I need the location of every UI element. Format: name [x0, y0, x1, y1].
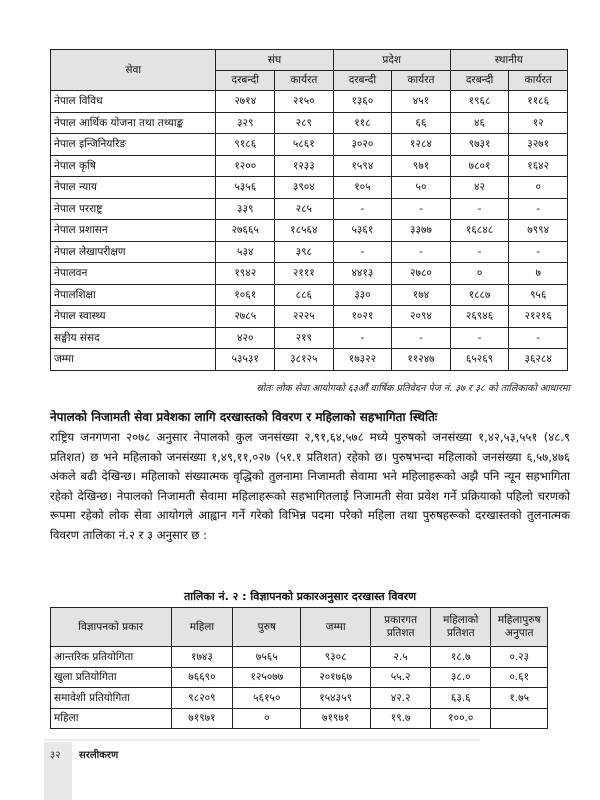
cell-value: ९८२०९	[171, 688, 233, 709]
col-header: जम्मा	[301, 608, 371, 647]
table-row	[51, 688, 548, 709]
cell-value: २७८५	[216, 306, 275, 328]
col-header: प्रकारगत प्रतिशत	[371, 608, 431, 647]
cell-value: ४६	[450, 112, 509, 134]
cell-value: ३३९	[216, 198, 275, 220]
table-row	[51, 91, 568, 113]
cell-value: ४५१	[392, 91, 451, 113]
table-row	[51, 220, 568, 242]
cell-value: -	[333, 241, 392, 263]
cell-value: ४२	[450, 177, 509, 199]
ad-type-name: समावेशी प्रतियोगिता	[51, 688, 172, 709]
cell-value: -	[333, 198, 392, 220]
cell-value: २१५०	[275, 91, 334, 113]
cell-value: १२५०७७	[233, 667, 301, 688]
table2-caption: तालिका नं. २ : विज्ञापनको प्रकारअनुसार दरखास्त विवरण	[183, 590, 417, 603]
service-name: नेपाल स्वास्थ्य	[51, 306, 216, 328]
cell-value: १०२१	[333, 306, 392, 328]
cell-value: -	[509, 198, 568, 220]
cell-value: ७६६९०	[171, 667, 233, 688]
cell-value: १९४२	[216, 263, 275, 285]
cell-value: ९५६	[509, 284, 568, 306]
cell-value: ३२७१	[509, 134, 568, 156]
cell-value: १७४३	[171, 647, 233, 668]
table-row	[51, 284, 568, 306]
cell-value: ४२.२	[371, 688, 431, 709]
cell-value: ७८०१	[450, 155, 509, 177]
cell-value: २.५	[371, 647, 431, 668]
footer-divider	[44, 739, 480, 741]
table-row	[51, 198, 568, 220]
cell-value: १८५६४	[275, 220, 334, 242]
sub-header-working: कार्यरत	[509, 70, 568, 91]
table-row	[51, 708, 548, 729]
cell-value: ४२०	[216, 327, 275, 349]
col-header: महिला	[171, 608, 233, 647]
cell-value: ७५६५	[233, 647, 301, 668]
cell-value: ७१९७१	[301, 708, 371, 729]
col-header-service: सेवा	[51, 50, 216, 91]
cell-value: ०	[509, 177, 568, 199]
col-group-federal: संघ	[216, 50, 333, 71]
table-row	[51, 155, 568, 177]
table-row	[51, 263, 568, 285]
sub-header-sanctioned: दरबन्दी	[333, 70, 392, 91]
table-row	[51, 134, 568, 156]
ad-type-name: खुला प्रतियोगिता	[51, 667, 172, 688]
cell-value: १२३३	[275, 155, 334, 177]
cell-value: १०५	[333, 177, 392, 199]
cell-value: २१२१६	[509, 306, 568, 328]
cell-value: ९७३१	[450, 134, 509, 156]
sub-header-working: कार्यरत	[392, 70, 451, 91]
table-row	[51, 306, 568, 328]
col-header: पुरुष	[233, 608, 301, 647]
cell-value: ८८६	[275, 284, 334, 306]
cell-value: -	[450, 241, 509, 263]
service-name: नेपाल लेखापरीक्षण	[51, 241, 216, 263]
cell-value: ३९८	[275, 241, 334, 263]
cell-value: २०९४	[392, 306, 451, 328]
cell-value: ३३०	[333, 284, 392, 306]
cell-value: ६६	[392, 112, 451, 134]
sub-header-sanctioned: दरबन्दी	[450, 70, 509, 91]
cell-value: १२८४	[392, 134, 451, 156]
cell-value: ३३७७	[392, 220, 451, 242]
applications-by-ad-type-table	[50, 607, 548, 729]
service-name: नेपाल विविध	[51, 91, 216, 113]
cell-value: ०.२३	[491, 647, 548, 668]
service-name: नेपाल न्याय	[51, 177, 216, 199]
cell-value: -	[392, 198, 451, 220]
cell-value: -	[392, 241, 451, 263]
cell-value: १३६०	[333, 91, 392, 113]
cell-value: ७	[509, 263, 568, 285]
cell-value: ५३६१	[333, 220, 392, 242]
service-name: सङ्घीय संसद	[51, 327, 216, 349]
cell-value: ५८६१	[275, 134, 334, 156]
cell-value: ६३.६	[431, 688, 491, 709]
service-name: जम्मा	[51, 349, 216, 371]
cell-value: ११८	[333, 112, 392, 134]
table-row	[51, 241, 568, 263]
cell-value: २८९	[275, 112, 334, 134]
cell-value: १५४३५९	[301, 688, 371, 709]
cell-value: ६५२६९	[450, 349, 509, 371]
cell-value: १२	[509, 112, 568, 134]
service-name: नेपाल इन्जिनियरिङ	[51, 134, 216, 156]
table-row	[51, 327, 568, 349]
cell-value: ३९०४	[275, 177, 334, 199]
cell-value: २७६६५	[216, 220, 275, 242]
cell-value: १५९४	[333, 155, 392, 177]
cell-value: १८.७	[431, 647, 491, 668]
cell-value: ३०२०	[333, 134, 392, 156]
cell-value: ४४१३	[333, 263, 392, 285]
cell-value: ५३४	[216, 241, 275, 263]
service-staffing-table	[50, 49, 568, 371]
cell-value: -	[509, 327, 568, 349]
cell-value: १७३२२	[333, 349, 392, 371]
cell-value: २८५	[275, 198, 334, 220]
cell-value: ०	[450, 263, 509, 285]
col-group-province: प्रदेश	[333, 50, 450, 71]
cell-value: १९.७	[371, 708, 431, 729]
cell-value: -	[450, 327, 509, 349]
cell-value: ५३५६	[216, 177, 275, 199]
page-number: ३२	[50, 750, 61, 761]
cell-value: १०६१	[216, 284, 275, 306]
sub-header-working: कार्यरत	[275, 70, 334, 91]
body-paragraph: राष्ट्रिय जनगणना २०७८ अनुसार नेपालको कुल जनसंख्या २,९१,६४,५७८ मध्ये पुरुषको जनसंख्या १,४२,५३,५५१ (४८.९ प्रतिशत) छ भने महिलाको जनसंख्या १,४९,११,०२७ (५१.१ प्रतिशत) रहेको छ। पुरुषभन्दा महिलाको जनसंख्या ६,५७,४७६ अंकले बढी देखिन्छ। महिलाको संख्यात्मक वृद्धिको तुलनामा निजामती सेवामा भने महिलाहरूको अझै पनि न्यून सहभागिता रहेको देखिन्छ। नेपालको निजामती सेवामा महिलाहरूको सहभागितलाई निजामती सेवा प्रवेश गर्ने प्रक्रियाको पहिलो चरणको रूपमा रहेको लोक सेवा आयोगले आह्वान गर्ने गरेको विभिन्न पदमा परेको महिला तथा पुरुषहरूको दरखास्तको तुलनात्मक विवरण तालिका नं.२ र ३ अनुसार छ :	[50, 430, 570, 542]
table-row	[51, 112, 568, 134]
cell-value: १७४	[392, 284, 451, 306]
table-source-note: स्रोतः लोक सेवा आयोगको ६३औं वार्षिक प्रतिवेदन पेज नं. ३७ र ३८ को तालिकाको आधारमा	[256, 383, 570, 394]
running-title: सरलीकरण	[79, 750, 119, 761]
service-name: नेपाल आर्थिक योजना तथा तथ्याङ्क	[51, 112, 216, 134]
service-name: नेपाल परराष्ट्र	[51, 198, 216, 220]
sub-header-sanctioned: दरबन्दी	[216, 70, 275, 91]
cell-value: १९६८	[450, 91, 509, 113]
cell-value: १.७५	[491, 688, 548, 709]
cell-value: १६८४८	[450, 220, 509, 242]
cell-value: ७९९४	[509, 220, 568, 242]
cell-value: २७१४	[216, 91, 275, 113]
col-header: विज्ञापनको प्रकार	[51, 608, 172, 647]
cell-value: -	[333, 327, 392, 349]
cell-value: १८८७	[450, 284, 509, 306]
cell-value: ५६१५०	[233, 688, 301, 709]
table-row	[51, 647, 548, 668]
cell-value: ९३०८	[301, 647, 371, 668]
cell-value: ३८.०	[431, 667, 491, 688]
cell-value: ३६२८४	[509, 349, 568, 371]
service-name: नेपालवन	[51, 263, 216, 285]
col-header: महिलापुरुष अनुपात	[491, 608, 548, 647]
cell-value: -	[392, 327, 451, 349]
cell-value: १२००	[216, 155, 275, 177]
ad-type-name: महिला	[51, 708, 172, 729]
cell-value: ७१९७१	[171, 708, 233, 729]
cell-value: ५५.२	[371, 667, 431, 688]
table-row	[51, 177, 568, 199]
service-name: नेपालशिक्षा	[51, 284, 216, 306]
cell-value: २०१७६७	[301, 667, 371, 688]
total-row	[51, 349, 568, 371]
cell-value: २२२५	[275, 306, 334, 328]
cell-value: १६४२	[509, 155, 568, 177]
cell-value: १००.०	[431, 708, 491, 729]
cell-value: ०	[233, 708, 301, 729]
cell-value: ११८६	[509, 91, 568, 113]
cell-value: २७८०	[392, 263, 451, 285]
cell-value: ३२९	[216, 112, 275, 134]
cell-value: ११२४७	[392, 349, 451, 371]
section-heading: नेपालको निजामती सेवा प्रवेशका लागि दरखास्तको विवरण र महिलाको सहभागिता स्थितिः	[50, 410, 438, 424]
cell-value: ९७१	[392, 155, 451, 177]
cell-value: -	[509, 241, 568, 263]
cell-value: २६९४६	[450, 306, 509, 328]
cell-value: २१११	[275, 263, 334, 285]
col-header: महिलाको प्रतिशत	[431, 608, 491, 647]
cell-value: -	[450, 198, 509, 220]
cell-value: ०.६१	[491, 667, 548, 688]
service-name: नेपाल प्रशासन	[51, 220, 216, 242]
ad-type-name: आन्तरिक प्रतियोगिता	[51, 647, 172, 668]
cell-value: ३८१२५	[275, 349, 334, 371]
table-row	[51, 667, 548, 688]
cell-value: ५०	[392, 177, 451, 199]
cell-value: ९१८६	[216, 134, 275, 156]
col-group-local: स्थानीय	[450, 50, 567, 71]
service-name: नेपाल कृषि	[51, 155, 216, 177]
cell-value	[491, 708, 548, 729]
cell-value: २१९	[275, 327, 334, 349]
cell-value: ५३५३१	[216, 349, 275, 371]
